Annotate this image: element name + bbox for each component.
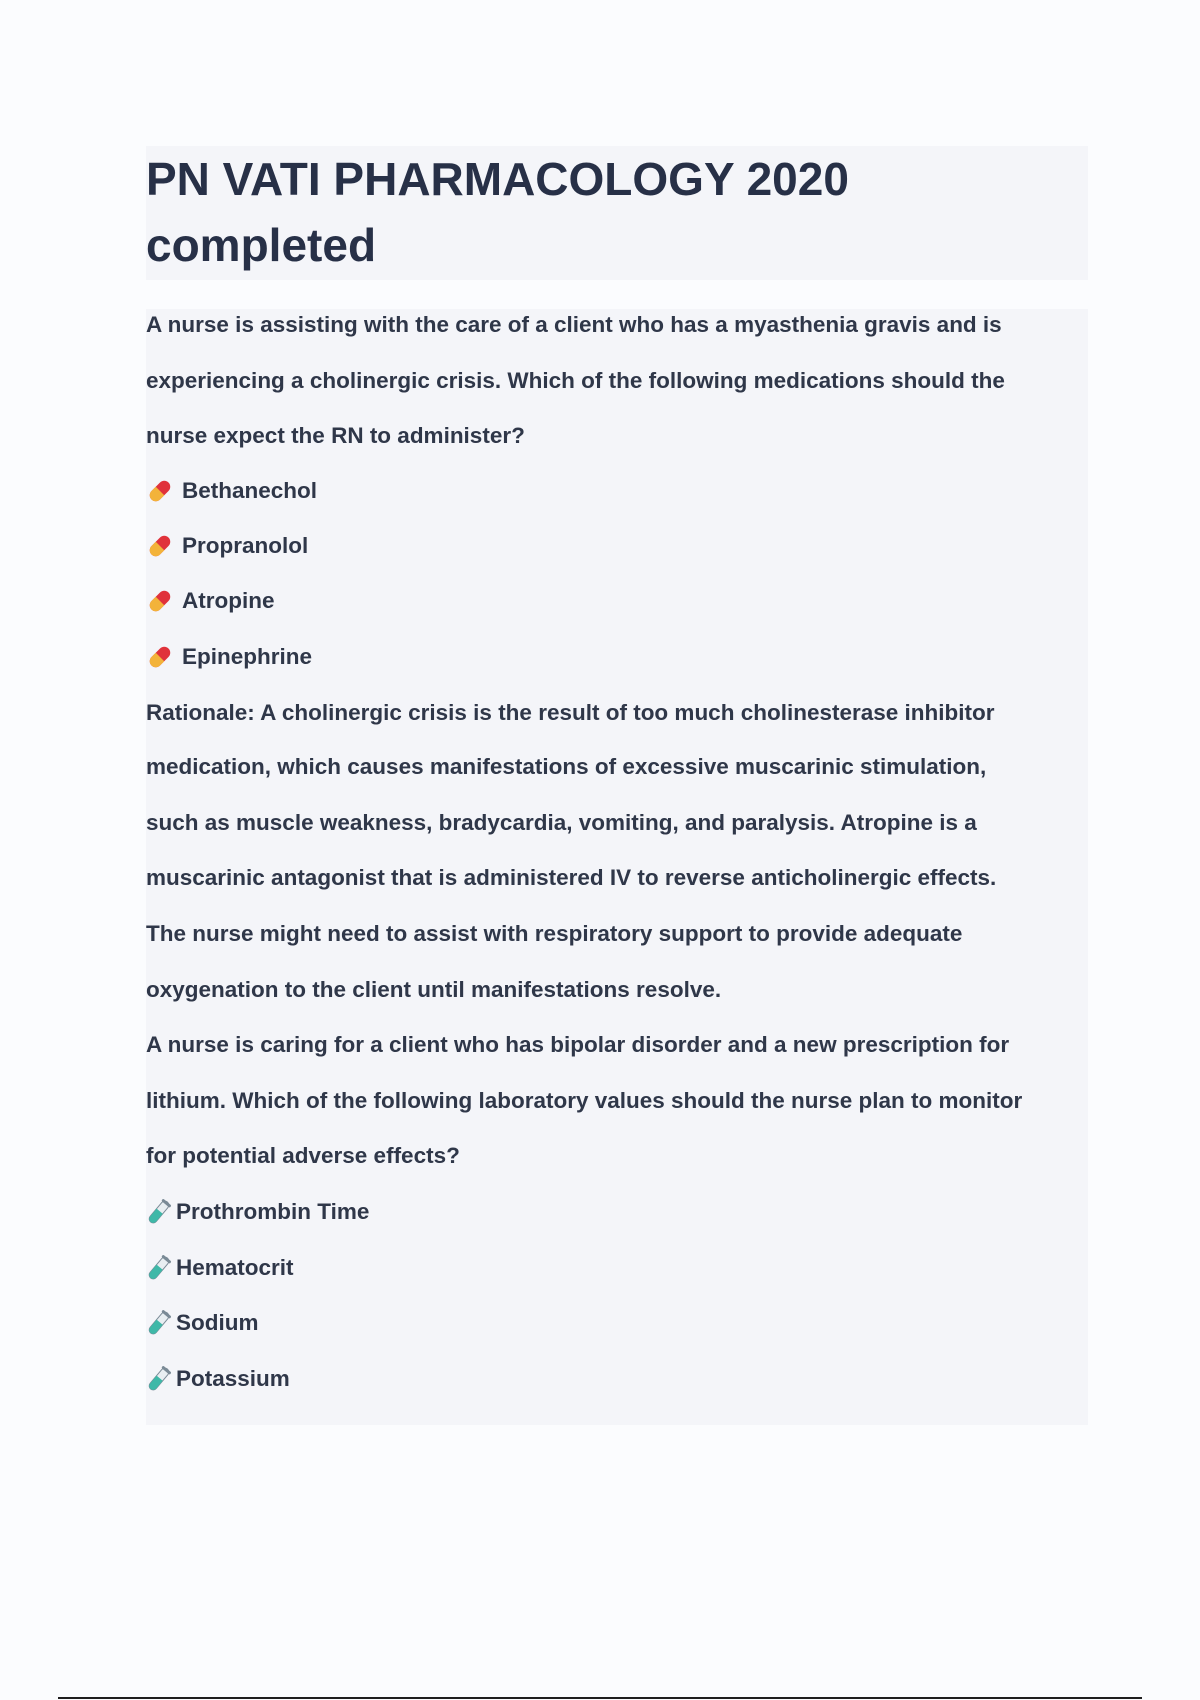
question-2-stem-line: A nurse is caring for a client who has bipolar disorder and a new prescription for	[146, 1032, 1010, 1057]
test-tube-icon	[146, 1309, 172, 1337]
option-label: Hematocrit	[176, 1255, 294, 1280]
rationale-line: The nurse might need to assist with respiratory support to provide adequate	[146, 921, 963, 946]
option-label: Bethanechol	[182, 478, 318, 503]
question-2-stem-line: lithium. Which of the following laboratory values should the nurse plan to monitor	[146, 1088, 1023, 1113]
page-title	[146, 146, 1088, 278]
pill-icon	[146, 532, 174, 560]
option-label: Epinephrine	[182, 644, 313, 669]
option-label: Atropine	[182, 588, 275, 613]
test-tube-icon	[146, 1365, 172, 1393]
rationale-line: oxygenation to the client until manifestations resolve.	[146, 977, 722, 1002]
option-label: Prothrombin Time	[176, 1199, 370, 1224]
content-block	[146, 309, 1088, 1425]
question-2-stem-line: for potential adverse effects?	[146, 1143, 460, 1168]
question-2-option	[146, 1364, 290, 1394]
option-label: Propranolol	[182, 533, 309, 558]
question-1-option	[146, 642, 312, 672]
question-2-option	[146, 1253, 294, 1283]
pill-icon	[146, 477, 174, 505]
question-1-option	[146, 476, 317, 506]
title-block	[146, 146, 1088, 280]
option-label: Potassium	[176, 1366, 290, 1391]
question-1-stem-line: nurse expect the RN to administer?	[146, 423, 525, 448]
option-label: Sodium	[176, 1310, 259, 1335]
footer-divider	[58, 1697, 1142, 1699]
question-2-option	[146, 1197, 369, 1227]
rationale-line: medication, which causes manifestations of excessive muscarinic stimulation,	[146, 754, 987, 779]
test-tube-icon	[146, 1254, 172, 1282]
rationale-line: muscarinic antagonist that is administered IV to reverse anticholinergic effects.	[146, 865, 997, 890]
question-1-option	[146, 586, 275, 616]
question-1-stem-line: A nurse is assisting with the care of a client who has a myasthenia gravis and is	[146, 312, 1002, 337]
question-1-option	[146, 531, 308, 561]
page-title-line-1: PN VATI PHARMACOLOGY 2020	[146, 153, 849, 205]
test-tube-icon	[146, 1198, 172, 1226]
question-2-option	[146, 1308, 259, 1338]
pill-icon	[146, 587, 174, 615]
page-title-line-2: completed	[146, 219, 377, 271]
rationale-line: such as muscle weakness, bradycardia, vomiting, and paralysis. Atropine is a	[146, 810, 977, 835]
rationale-line: Rationale: A cholinergic crisis is the result of too much cholinesterase inhibitor	[146, 700, 995, 725]
pill-icon	[146, 643, 174, 671]
question-1-stem-line: experiencing a cholinergic crisis. Which of the following medications should the	[146, 368, 1005, 393]
